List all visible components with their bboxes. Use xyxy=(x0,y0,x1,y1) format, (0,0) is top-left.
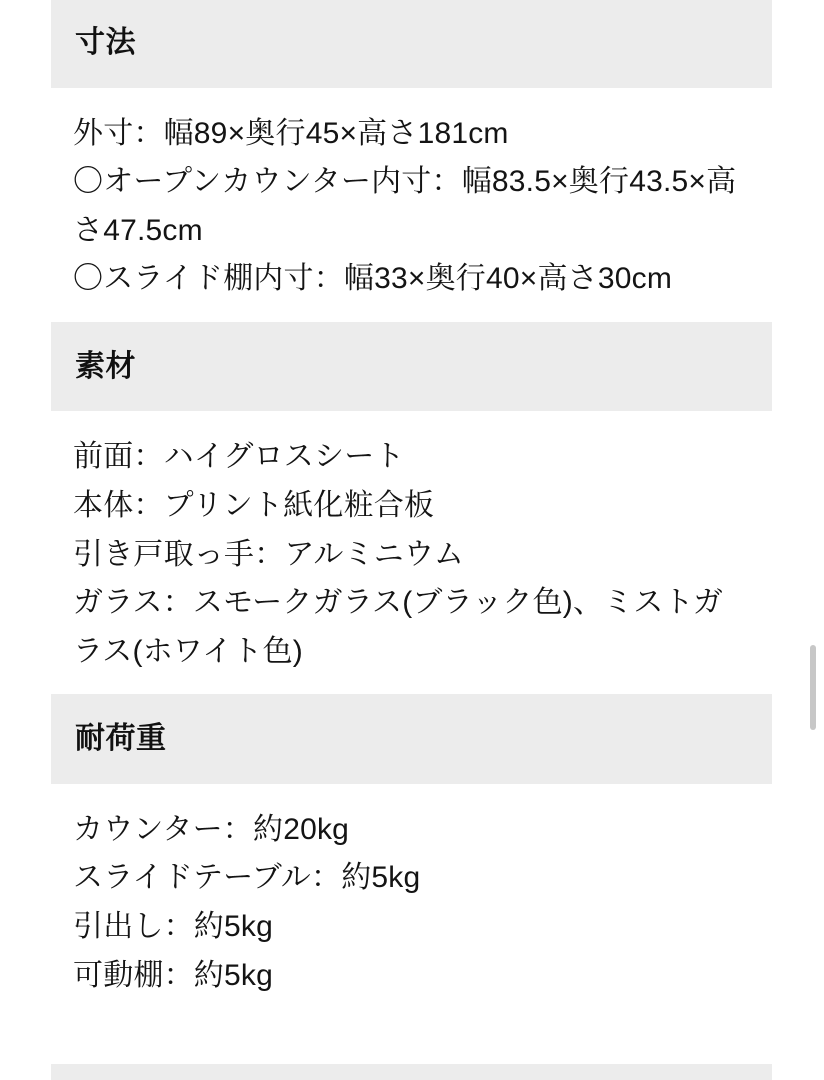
spec-line: カウンター：約20kg xyxy=(73,812,350,846)
spec-body-material xyxy=(51,411,772,694)
spec-line: スライドテーブル：約5kg xyxy=(73,861,421,895)
spec-section-material xyxy=(51,322,772,694)
spec-section-load-capacity xyxy=(51,694,772,1018)
spec-line: 本体：プリント紙化粧合板 xyxy=(73,488,435,522)
spec-body-dimensions xyxy=(51,88,772,322)
spec-heading-material: 素材 xyxy=(75,349,136,383)
spec-line: 外寸：幅89×奥行45×高さ181cm xyxy=(73,116,509,150)
specification-table xyxy=(51,0,772,1018)
spec-line: 〇スライド棚内寸：幅33×奥行40×高さ30cm xyxy=(73,262,673,296)
spec-heading-load-capacity: 耐荷重 xyxy=(75,722,167,756)
page-scrollbar-track[interactable] xyxy=(814,0,820,1080)
spec-line: 引き戸取っ手：アルミニウム xyxy=(73,537,465,571)
spec-line: 〇オープンカウンター内寸：幅83.5×奥行43.5×高さ47.5cm xyxy=(73,165,737,247)
spec-section-header xyxy=(51,322,772,412)
spec-line: 可動棚：約5kg xyxy=(73,958,273,992)
spec-section-header xyxy=(51,0,772,88)
spec-heading-dimensions: 寸法 xyxy=(75,26,136,59)
spec-line: 引出し：約5kg xyxy=(73,910,273,944)
page-scrollbar-thumb[interactable] xyxy=(810,645,816,730)
next-section-header-partial xyxy=(51,1064,772,1080)
spec-body-load-capacity xyxy=(51,784,772,1018)
spec-section-header xyxy=(51,694,772,784)
spec-line: 前面：ハイグロスシート xyxy=(73,440,405,474)
page-left-margin xyxy=(0,0,51,1080)
spec-section-dimensions xyxy=(51,0,772,322)
spec-line: ガラス：スモークガラス(ブラック色)、ミストガラス(ホワイト色) xyxy=(73,586,724,668)
